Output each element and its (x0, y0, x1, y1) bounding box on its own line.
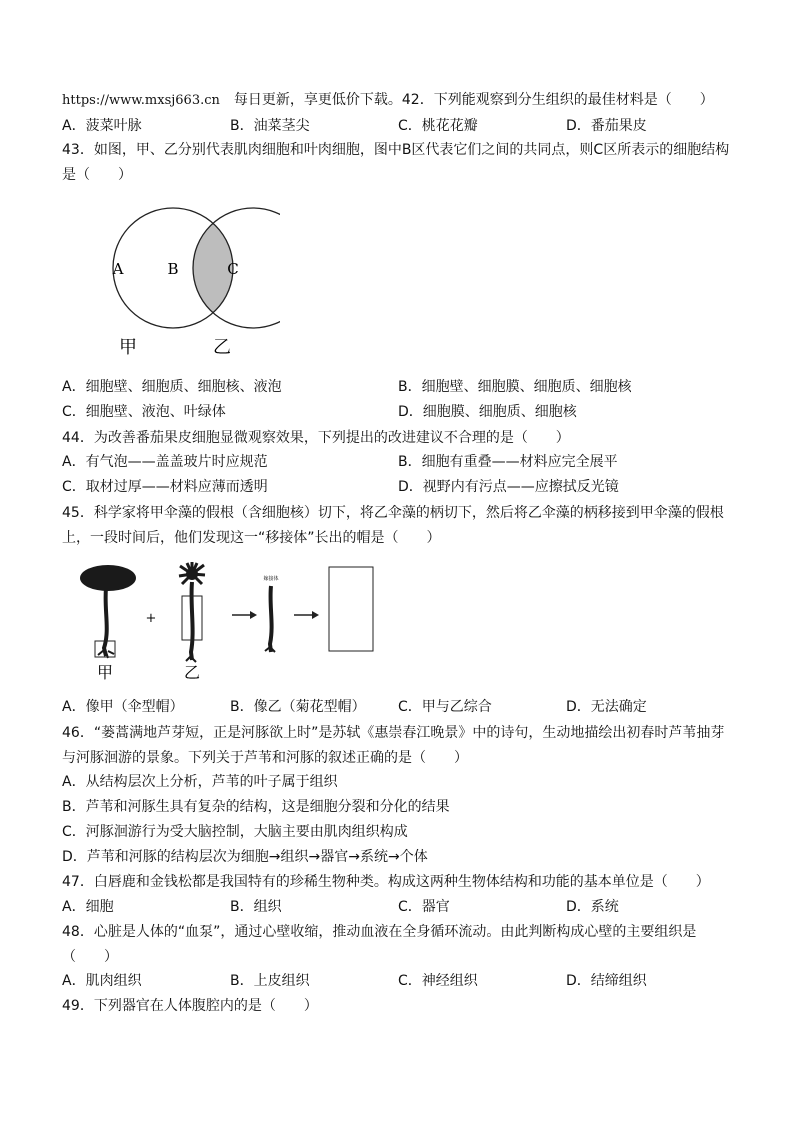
q45-option-b[interactable]: B．像乙（菊花型帽） (230, 699, 366, 715)
question-stem-45: 45．科学家将甲伞藻的假根（含细胞核）切下，将乙伞藻的柄切下，然后将乙伞藻的柄移接到甲伞藻的假根上，一段时间后，他们发现这一“移接体”长出的帽是（ ） (62, 505, 724, 546)
graft-label: 嫁接体 (263, 576, 279, 582)
q42-option-a[interactable]: A．菠菜叶脉 (62, 118, 142, 134)
graft-stalk (270, 586, 272, 652)
q46-option-d[interactable]: D．芦苇和河豚的结构层次为细胞→组织→器官→系统→个体 (62, 849, 428, 865)
question-stem-47: 47．白唇鹿和金钱松都是我国特有的珍稀生物种类。构成这两种生物体结构和功能的基本单位是（ ） (62, 874, 710, 890)
q46-option-b[interactable]: B．芦苇和河豚生具有复杂的结构，这是细胞分裂和分化的结果 (62, 799, 450, 815)
jia-umbrella-cap (80, 565, 136, 591)
q48-option-d[interactable]: D．结缔组织 (566, 973, 647, 989)
arrow-1-head (250, 611, 257, 619)
venn-region-b: B (167, 260, 179, 278)
q46-option-c[interactable]: C．河豚洄游行为受大脑控制，大脑主要由肌肉组织构成 (62, 824, 408, 840)
venn-region-c: C (227, 260, 239, 278)
header-notice: 每日更新，享更低价下载。 (233, 92, 402, 108)
q45-option-a[interactable]: A．像甲（伞型帽） (62, 699, 184, 715)
question-stem-43: 43．如图，甲、乙分别代表肌肉细胞和叶肉细胞，图中B区代表它们之间的共同点，则C区所表示的细胞结构是（ ） (62, 142, 730, 183)
arrow-2-head (312, 611, 319, 619)
q44-option-b[interactable]: B．细胞有重叠——材料应完全展平 (398, 454, 618, 470)
q44-option-a[interactable]: A．有气泡——盖盖玻片时应规范 (62, 454, 268, 470)
q43-option-c[interactable]: C．细胞壁、液泡、叶绿体 (62, 404, 226, 420)
result-blank-box (329, 567, 373, 651)
venn-label-yi: 乙 (213, 337, 231, 358)
q43-option-d[interactable]: D．细胞膜、细胞质、细胞核 (398, 404, 577, 420)
q48-option-a[interactable]: A．肌肉组织 (62, 973, 142, 989)
q47-option-d[interactable]: D．系统 (566, 899, 619, 915)
q47-option-b[interactable]: B．组织 (230, 899, 282, 915)
q44-option-d[interactable]: D．视野内有污点——应擦拭反光镜 (398, 479, 619, 495)
venn-diagram (70, 205, 280, 365)
acetabularia-graft-figure (68, 560, 388, 685)
q47-option-a[interactable]: A．细胞 (62, 899, 114, 915)
q45-option-d[interactable]: D．无法确定 (566, 699, 647, 715)
question-stem-49: 49．下列器官在人体腹腔内的是（ ） (62, 998, 318, 1014)
jia-label: 甲 (96, 663, 114, 682)
jia-stalk (104, 588, 107, 656)
source-url[interactable]: https://www.mxsj663.cn (62, 93, 220, 108)
q45-option-c[interactable]: C．甲与乙综合 (398, 699, 492, 715)
q42-option-d[interactable]: D．番茄果皮 (566, 118, 647, 134)
yi-stalk (191, 582, 193, 660)
question-stem-48: 48．心脏是人体的“血泵”，通过心壁收缩，推动血液在全身循环流动。由此判断构成心壁的主要组织是（ ） (62, 924, 697, 965)
q48-option-c[interactable]: C．神经组织 (398, 973, 478, 989)
q48-option-b[interactable]: B．上皮组织 (230, 973, 310, 989)
question-stem-42: 42．下列能观察到分生组织的最佳材料是（ ） (401, 92, 714, 108)
q43-option-b[interactable]: B．细胞壁、细胞膜、细胞质、细胞核 (398, 379, 632, 395)
plus-sign: + (145, 611, 157, 626)
yi-label: 乙 (183, 663, 201, 682)
q46-option-a[interactable]: A．从结构层次上分析，芦苇的叶子属于组织 (62, 774, 338, 790)
q43-option-a[interactable]: A．细胞壁、细胞质、细胞核、液泡 (62, 379, 282, 395)
question-stem-44: 44．为改善番茄果皮细胞显微观察效果，下列提出的改进建议不合理的是（ ） (62, 430, 570, 446)
q42-option-c[interactable]: C．桃花花瓣 (398, 118, 478, 134)
q44-option-c[interactable]: C．取材过厚——材料应薄而透明 (62, 479, 268, 495)
yi-flower-cap (179, 562, 205, 584)
venn-region-a: A (112, 260, 124, 278)
header-line (62, 90, 714, 111)
q42-option-b[interactable]: B．油菜茎尖 (230, 118, 310, 134)
question-stem-46: 46．“蒌蒿满地芦芽短，正是河豚欲上时”是苏轼《惠崇春江晚景》中的诗句，生动地描绘出初春时芦苇抽芽与河豚洄游的景象。下列关于芦苇和河豚的叙述正确的是（ ） (62, 725, 725, 766)
venn-label-jia: 甲 (119, 337, 137, 358)
q47-option-c[interactable]: C．器官 (398, 899, 450, 915)
